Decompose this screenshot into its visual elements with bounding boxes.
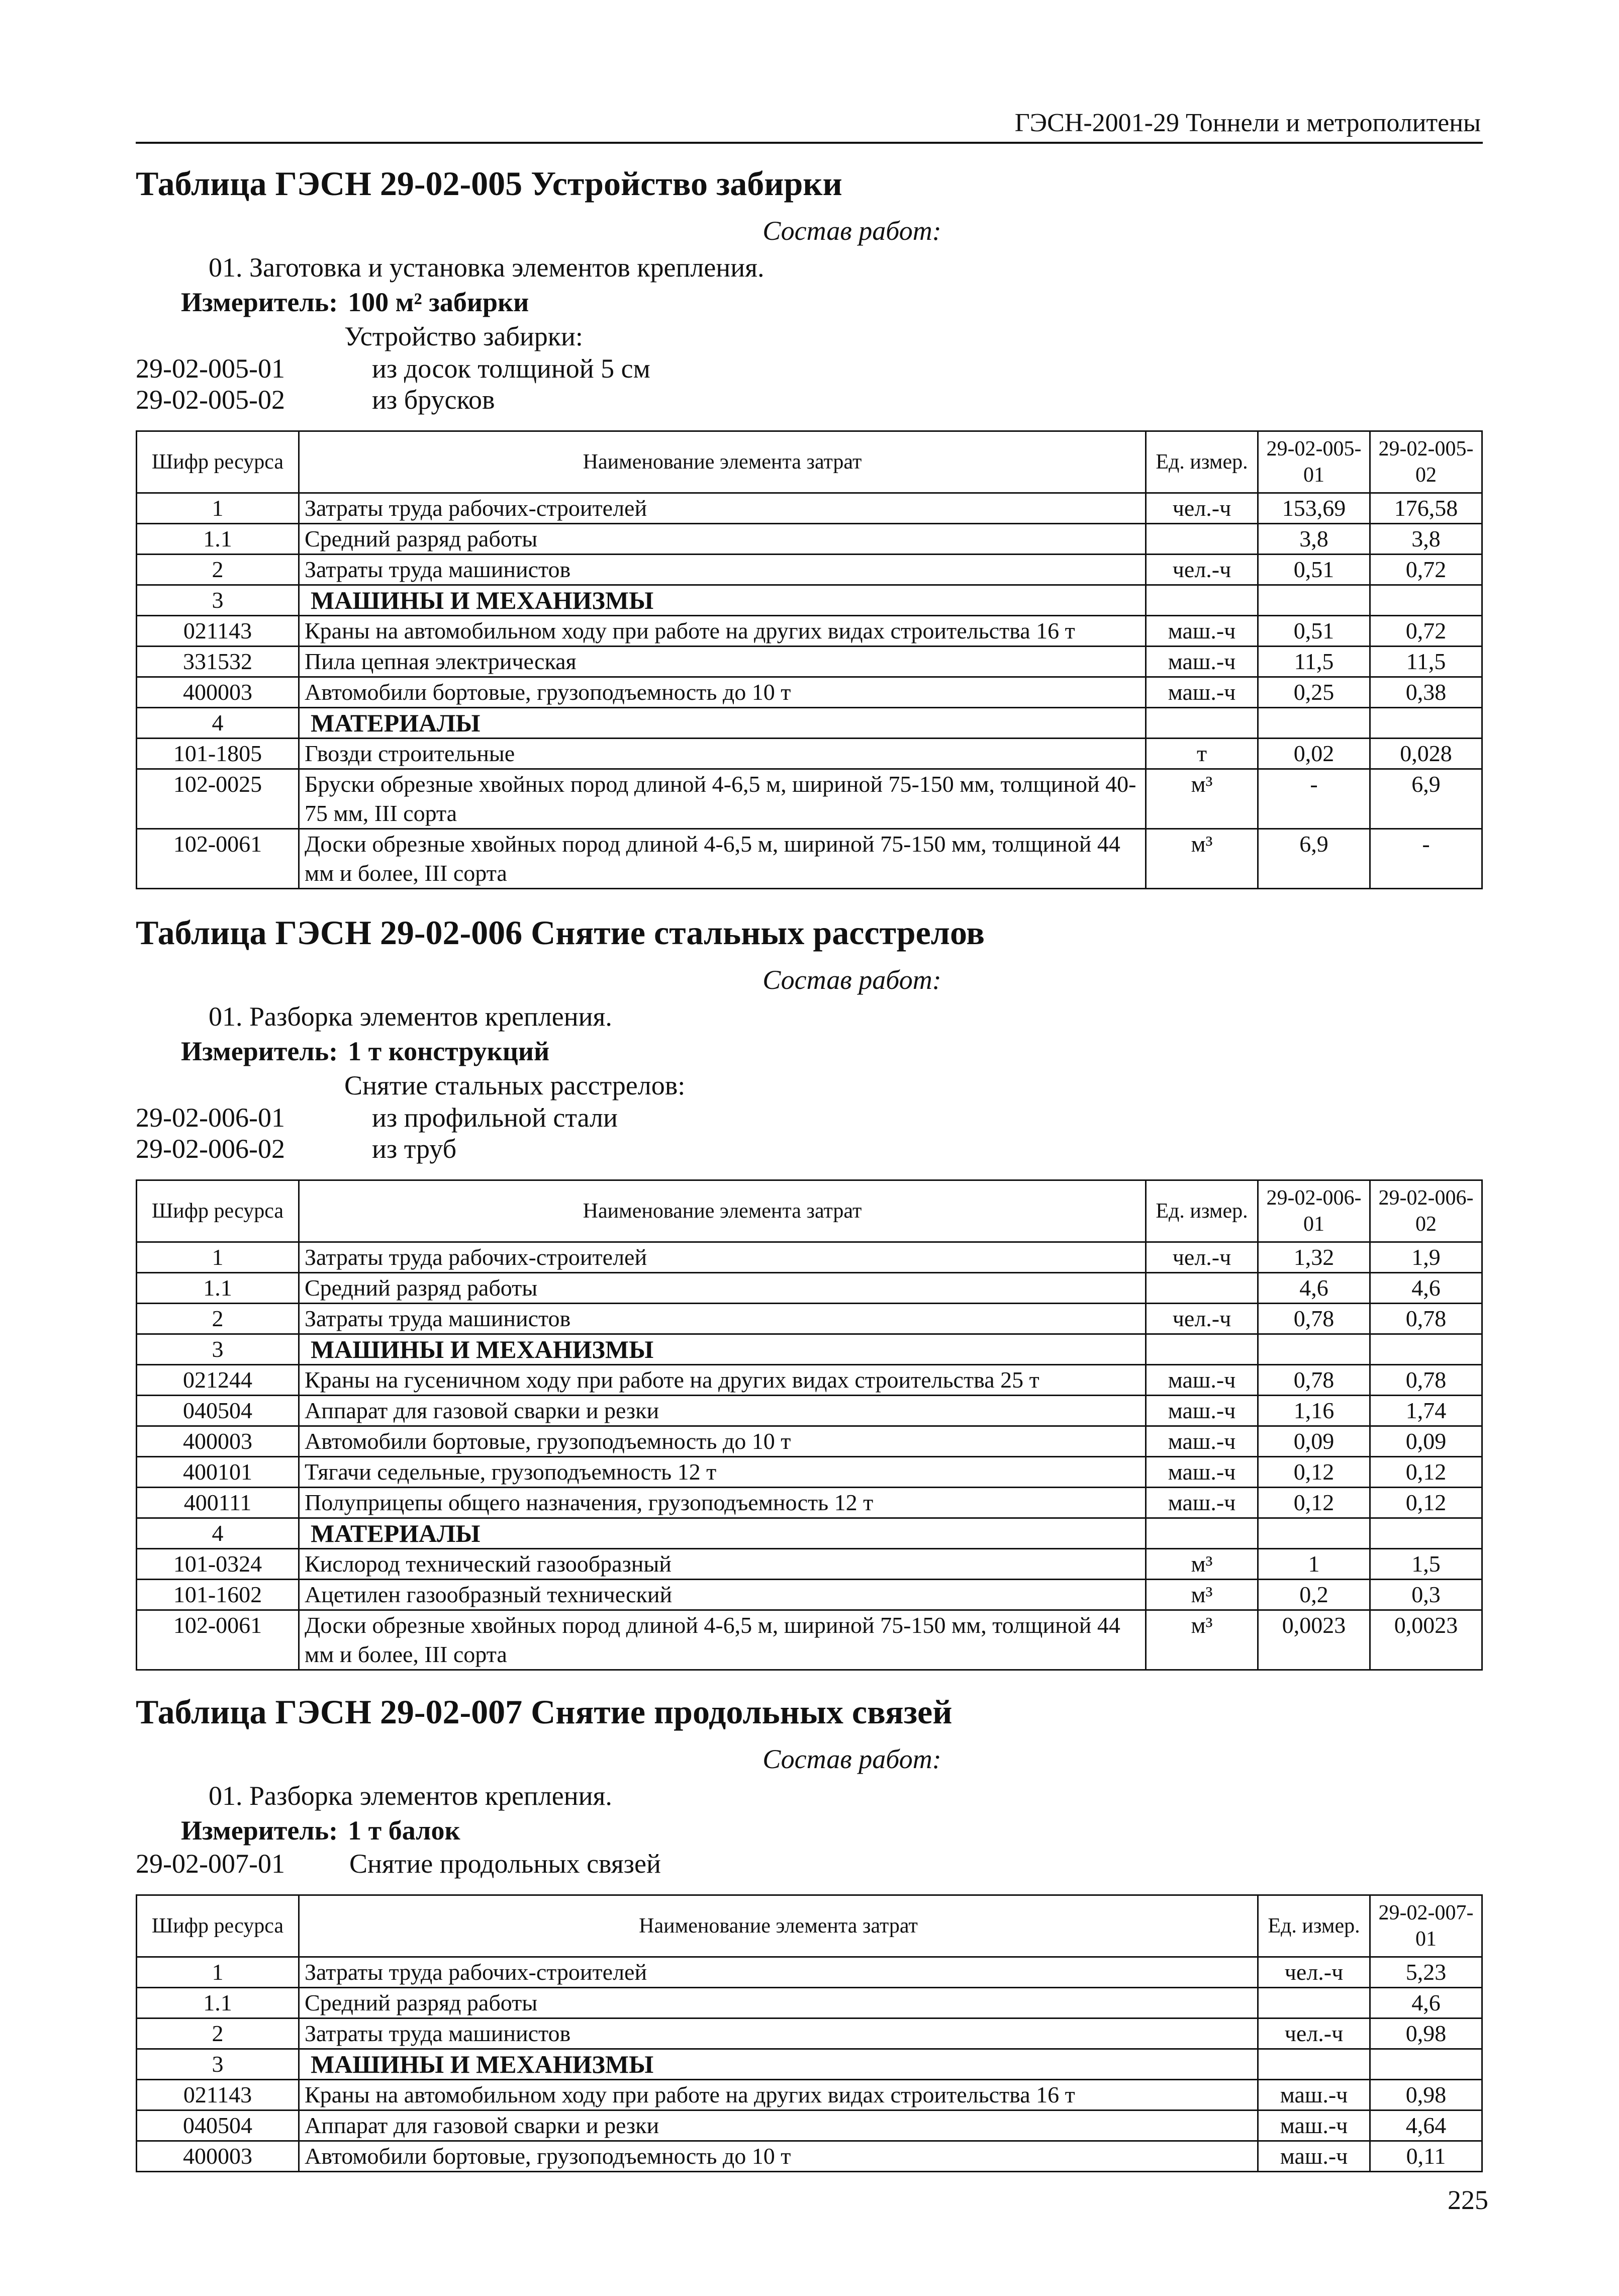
norm-value bbox=[1370, 585, 1482, 616]
cost-element-name: МАТЕРИАЛЫ bbox=[299, 1518, 1146, 1549]
column-header: Ед. измер. bbox=[1146, 431, 1258, 493]
norm-value: 3,8 bbox=[1258, 524, 1370, 555]
unit-of-measure: чел.-ч bbox=[1146, 493, 1258, 524]
table-group-row bbox=[137, 2049, 1482, 2080]
cost-element-name: Автомобили бортовые, грузоподъемность до 10 т bbox=[299, 677, 1146, 708]
table-row bbox=[137, 1426, 1482, 1457]
section-title: Таблица ГЭСН 29-02-007 Снятие продольных связей bbox=[136, 1693, 953, 1731]
unit-of-measure bbox=[1146, 1273, 1258, 1304]
norm-value: 0,3 bbox=[1370, 1580, 1482, 1610]
cost-element-name: Затраты труда рабочих-строителей bbox=[299, 493, 1146, 524]
norm-value: 0,12 bbox=[1258, 1488, 1370, 1518]
table-row bbox=[137, 647, 1482, 677]
composition-label: Состав работ: bbox=[763, 1744, 941, 1774]
cost-element-name: Затраты труда рабочих-строителей bbox=[299, 1957, 1258, 1988]
table-row bbox=[137, 829, 1482, 889]
table-row bbox=[137, 1488, 1482, 1518]
cost-element-name: Средний разряд работы bbox=[299, 524, 1146, 555]
unit-of-measure: маш.-ч bbox=[1146, 677, 1258, 708]
variant-desc: из профильной стали bbox=[372, 1103, 618, 1133]
cost-element-name: Аппарат для газовой сварки и резки bbox=[299, 2110, 1258, 2141]
norm-value: 1,5 bbox=[1370, 1549, 1482, 1580]
unit-of-measure: маш.-ч bbox=[1146, 616, 1258, 647]
unit-of-measure bbox=[1146, 1518, 1258, 1549]
norm-value: 0,72 bbox=[1370, 555, 1482, 585]
column-header: Шифр ресурса bbox=[137, 1895, 299, 1957]
unit-of-measure bbox=[1258, 2049, 1370, 2080]
unit-of-measure: маш.-ч bbox=[1146, 1457, 1258, 1488]
norm-value: 0,78 bbox=[1258, 1304, 1370, 1334]
unit-of-measure: м³ bbox=[1146, 829, 1258, 889]
section-title: Таблица ГЭСН 29-02-005 Устройство забирки bbox=[136, 164, 842, 203]
unit-of-measure: чел.-ч bbox=[1146, 1242, 1258, 1273]
cost-element-name: Средний разряд работы bbox=[299, 1988, 1258, 2018]
table-row bbox=[137, 1957, 1482, 1988]
norm-value: 1,16 bbox=[1258, 1396, 1370, 1426]
norm-value: 153,69 bbox=[1258, 493, 1370, 524]
table-row bbox=[137, 1457, 1482, 1488]
cost-element-name: Затраты труда рабочих-строителей bbox=[299, 1242, 1146, 1273]
table-row bbox=[137, 616, 1482, 647]
work-item: 01. Разборка элементов крепления. bbox=[209, 1001, 612, 1032]
table-group-row bbox=[137, 1334, 1482, 1365]
variant-desc: из труб bbox=[372, 1134, 457, 1164]
norm-value bbox=[1370, 708, 1482, 739]
resource-code: 4 bbox=[137, 1518, 299, 1549]
header-rule bbox=[136, 142, 1483, 144]
unit-of-measure: чел.-ч bbox=[1258, 2018, 1370, 2049]
norm-value: 1 bbox=[1258, 1549, 1370, 1580]
composition-label: Состав работ: bbox=[763, 965, 941, 995]
cost-element-name: Краны на автомобильном ходу при работе на других видах строительства 16 т bbox=[299, 616, 1146, 647]
norm-value: 0,12 bbox=[1258, 1457, 1370, 1488]
meter-line bbox=[136, 1813, 1488, 1848]
resource-code: 101-1805 bbox=[137, 739, 299, 769]
norm-value bbox=[1258, 1518, 1370, 1549]
norm-value: 6,9 bbox=[1258, 829, 1370, 889]
norm-value: 11,5 bbox=[1370, 647, 1482, 677]
unit-of-measure: м³ bbox=[1146, 1549, 1258, 1580]
column-header: Шифр ресурса bbox=[137, 431, 299, 493]
table-row bbox=[137, 2080, 1482, 2110]
resource-code: 400003 bbox=[137, 1426, 299, 1457]
norm-value: 0,78 bbox=[1370, 1365, 1482, 1396]
unit-of-measure: м³ bbox=[1146, 1580, 1258, 1610]
table-row bbox=[137, 2141, 1482, 2172]
norm-value bbox=[1370, 2049, 1482, 2080]
norm-value: 176,58 bbox=[1370, 493, 1482, 524]
column-header: Наименование элемента затрат bbox=[299, 1895, 1258, 1957]
cost-element-name: Краны на автомобильном ходу при работе на других видах строительства 16 т bbox=[299, 2080, 1258, 2110]
table-row bbox=[137, 769, 1482, 829]
column-header: Ед. измер. bbox=[1258, 1895, 1370, 1957]
cost-element-name: Тягачи седельные, грузоподъемность 12 т bbox=[299, 1457, 1146, 1488]
resource-code: 2 bbox=[137, 2018, 299, 2049]
norm-value: 6,9 bbox=[1370, 769, 1482, 829]
column-header: 29-02-007-01 bbox=[1370, 1895, 1482, 1957]
work-item: 01. Заготовка и установка элементов крепления. bbox=[209, 252, 765, 283]
variant-desc: Снятие продольных связей bbox=[349, 1849, 661, 1879]
resource-code: 400111 bbox=[137, 1488, 299, 1518]
resource-code: 4 bbox=[137, 708, 299, 739]
variant-code: 29-02-006-02 bbox=[136, 1134, 285, 1164]
variant-code: 29-02-005-01 bbox=[136, 353, 285, 384]
variant-row bbox=[136, 1848, 1488, 1879]
resource-code: 1.1 bbox=[137, 524, 299, 555]
resource-code: 102-0025 bbox=[137, 769, 299, 829]
norm-value: 0,09 bbox=[1258, 1426, 1370, 1457]
section-29-02-007 bbox=[136, 1684, 1488, 2172]
norm-value: 3,8 bbox=[1370, 524, 1482, 555]
column-header: Наименование элемента затрат bbox=[299, 1180, 1146, 1242]
cost-element-name: Полуприцепы общего назначения, грузоподъемность 12 т bbox=[299, 1488, 1146, 1518]
column-header: 29-02-006-01 bbox=[1258, 1180, 1370, 1242]
table-row bbox=[137, 677, 1482, 708]
unit-of-measure bbox=[1146, 585, 1258, 616]
cost-element-name: Краны на гусеничном ходу при работе на других видах строительства 25 т bbox=[299, 1365, 1146, 1396]
resource-code: 1 bbox=[137, 1957, 299, 1988]
norm-value: 4,6 bbox=[1370, 1273, 1482, 1304]
norm-value: 0,12 bbox=[1370, 1488, 1482, 1518]
resource-code: 101-1602 bbox=[137, 1580, 299, 1610]
norm-value: 1,9 bbox=[1370, 1242, 1482, 1273]
unit-of-measure bbox=[1146, 524, 1258, 555]
table-row bbox=[137, 1242, 1482, 1273]
cost-element-name: Средний разряд работы bbox=[299, 1273, 1146, 1304]
resource-code: 102-0061 bbox=[137, 829, 299, 889]
cost-element-name: МАШИНЫ И МЕХАНИЗМЫ bbox=[299, 585, 1146, 616]
resource-code: 1.1 bbox=[137, 1273, 299, 1304]
cost-element-name: Бруски обрезные хвойных пород длиной 4-6,5 м, шириной 75-150 мм, толщиной 40-75 мм, III сорта bbox=[299, 769, 1146, 829]
variant-row bbox=[136, 384, 1488, 415]
variant-code: 29-02-006-01 bbox=[136, 1103, 285, 1133]
cost-element-name: Автомобили бортовые, грузоподъемность до 10 т bbox=[299, 2141, 1258, 2172]
table-row bbox=[137, 1549, 1482, 1580]
resource-code: 040504 bbox=[137, 2110, 299, 2141]
column-header: 29-02-006-02 bbox=[1370, 1180, 1482, 1242]
table-row bbox=[137, 1988, 1482, 2018]
composition-label: Состав работ: bbox=[763, 216, 941, 246]
cost-element-name: Автомобили бортовые, грузоподъемность до 10 т bbox=[299, 1426, 1146, 1457]
norm-value bbox=[1370, 1518, 1482, 1549]
resource-code: 021143 bbox=[137, 2080, 299, 2110]
table-group-row bbox=[137, 1518, 1482, 1549]
resource-code: 101-0324 bbox=[137, 1549, 299, 1580]
cost-element-name: Затраты труда машинистов bbox=[299, 2018, 1258, 2049]
cost-element-name: Ацетилен газообразный технический bbox=[299, 1580, 1146, 1610]
table-row bbox=[137, 524, 1482, 555]
column-header: 29-02-005-01 bbox=[1258, 431, 1370, 493]
cost-element-name: Кислород технический газообразный bbox=[299, 1549, 1146, 1580]
norm-value: 0,38 bbox=[1370, 677, 1482, 708]
unit-of-measure: маш.-ч bbox=[1146, 1365, 1258, 1396]
table-header-row bbox=[137, 431, 1482, 493]
norm-value: 0,12 bbox=[1370, 1457, 1482, 1488]
variant-code: 29-02-005-02 bbox=[136, 385, 285, 415]
column-header: Ед. измер. bbox=[1146, 1180, 1258, 1242]
cost-element-name: Пила цепная электрическая bbox=[299, 647, 1146, 677]
meter-line bbox=[136, 285, 1488, 320]
unit-of-measure: маш.-ч bbox=[1258, 2141, 1370, 2172]
norm-value: 0,98 bbox=[1370, 2080, 1482, 2110]
unit-of-measure: чел.-ч bbox=[1146, 555, 1258, 585]
variant-desc: из брусков bbox=[372, 385, 495, 415]
cost-element-name: Затраты труда машинистов bbox=[299, 1304, 1146, 1334]
unit-of-measure: маш.-ч bbox=[1146, 1396, 1258, 1426]
norm-value: 0,11 bbox=[1370, 2141, 1482, 2172]
table-row bbox=[137, 739, 1482, 769]
cost-element-name: МАШИНЫ И МЕХАНИЗМЫ bbox=[299, 2049, 1258, 2080]
resource-code: 1 bbox=[137, 1242, 299, 1273]
unit-of-measure: маш.-ч bbox=[1146, 1426, 1258, 1457]
norm-value bbox=[1258, 585, 1370, 616]
resource-code: 3 bbox=[137, 2049, 299, 2080]
norm-value: 0,72 bbox=[1370, 616, 1482, 647]
norm-value: 0,09 bbox=[1370, 1426, 1482, 1457]
norm-value: 0,0023 bbox=[1258, 1610, 1370, 1670]
resource-code: 3 bbox=[137, 1334, 299, 1365]
norm-value: 1,32 bbox=[1258, 1242, 1370, 1273]
unit-of-measure: маш.-ч bbox=[1146, 1488, 1258, 1518]
unit-of-measure: маш.-ч bbox=[1258, 2110, 1370, 2141]
table-row bbox=[137, 1580, 1482, 1610]
running-head: ГЭСН-2001-29 Тоннели и метрополитены bbox=[1014, 109, 1481, 137]
column-header: Наименование элемента затрат bbox=[299, 431, 1146, 493]
table-row bbox=[137, 493, 1482, 524]
norm-value: 0,51 bbox=[1258, 616, 1370, 647]
norm-value: 5,23 bbox=[1370, 1957, 1482, 1988]
table-group-row bbox=[137, 708, 1482, 739]
variant-row bbox=[136, 1133, 1488, 1164]
norm-value: 0,028 bbox=[1370, 739, 1482, 769]
meter-label: Измеритель: bbox=[181, 1815, 338, 1846]
norm-value: - bbox=[1370, 829, 1482, 889]
cost-element-name: МАШИНЫ И МЕХАНИЗМЫ bbox=[299, 1334, 1146, 1365]
cost-element-name: Гвозди строительные bbox=[299, 739, 1146, 769]
meter-label: Измеритель: bbox=[181, 287, 338, 317]
resource-code: 040504 bbox=[137, 1396, 299, 1426]
cost-element-name: Доски обрезные хвойных пород длиной 4-6,5 м, шириной 75-150 мм, толщиной 44 мм и более, III сорта bbox=[299, 829, 1146, 889]
meter-value: 100 м² забирки bbox=[348, 287, 529, 317]
cost-table bbox=[136, 430, 1483, 889]
meter-value: 1 т конструкций bbox=[348, 1036, 550, 1066]
section-29-02-005 bbox=[136, 156, 1488, 889]
norm-value: - bbox=[1258, 769, 1370, 829]
variant-desc: из досок толщиной 5 см bbox=[372, 353, 650, 384]
norm-value bbox=[1258, 708, 1370, 739]
column-header: 29-02-005-02 bbox=[1370, 431, 1482, 493]
variants-subheading: Устройство забирки: bbox=[344, 321, 583, 351]
resource-code: 400101 bbox=[137, 1457, 299, 1488]
norm-value: 0,78 bbox=[1258, 1365, 1370, 1396]
norm-value: 0,2 bbox=[1258, 1580, 1370, 1610]
norm-value: 0,25 bbox=[1258, 677, 1370, 708]
cost-element-name: Затраты труда машинистов bbox=[299, 555, 1146, 585]
unit-of-measure: т bbox=[1146, 739, 1258, 769]
section-29-02-006 bbox=[136, 905, 1488, 1671]
table-row bbox=[137, 1365, 1482, 1396]
unit-of-measure bbox=[1146, 708, 1258, 739]
column-header: Шифр ресурса bbox=[137, 1180, 299, 1242]
variant-row bbox=[136, 1102, 1488, 1133]
meter-label: Измеритель: bbox=[181, 1036, 338, 1066]
cost-element-name: Доски обрезные хвойных пород длиной 4-6,5 м, шириной 75-150 мм, толщиной 44 мм и более, III сорта bbox=[299, 1610, 1146, 1670]
resource-code: 1 bbox=[137, 493, 299, 524]
resource-code: 3 bbox=[137, 585, 299, 616]
resource-code: 331532 bbox=[137, 647, 299, 677]
unit-of-measure: маш.-ч bbox=[1258, 2080, 1370, 2110]
table-row bbox=[137, 1396, 1482, 1426]
norm-value: 4,64 bbox=[1370, 2110, 1482, 2141]
meter-value: 1 т балок bbox=[348, 1815, 460, 1846]
table-row bbox=[137, 1610, 1482, 1670]
norm-value: 0,51 bbox=[1258, 555, 1370, 585]
table-row bbox=[137, 1273, 1482, 1304]
resource-code: 1.1 bbox=[137, 1988, 299, 2018]
cost-table bbox=[136, 1894, 1483, 2172]
unit-of-measure: чел.-ч bbox=[1258, 1957, 1370, 1988]
norm-value: 0,0023 bbox=[1370, 1610, 1482, 1670]
norm-value: 4,6 bbox=[1370, 1988, 1482, 2018]
resource-code: 021244 bbox=[137, 1365, 299, 1396]
cost-table bbox=[136, 1179, 1483, 1671]
cost-element-name: Аппарат для газовой сварки и резки bbox=[299, 1396, 1146, 1426]
unit-of-measure: м³ bbox=[1146, 1610, 1258, 1670]
table-header-row bbox=[137, 1180, 1482, 1242]
resource-code: 102-0061 bbox=[137, 1610, 299, 1670]
table-group-row bbox=[137, 585, 1482, 616]
resource-code: 2 bbox=[137, 1304, 299, 1334]
page-number: 225 bbox=[1448, 2185, 1488, 2215]
unit-of-measure: маш.-ч bbox=[1146, 647, 1258, 677]
variant-code: 29-02-007-01 bbox=[136, 1849, 285, 1879]
unit-of-measure: чел.-ч bbox=[1146, 1304, 1258, 1334]
meter-line bbox=[136, 1034, 1488, 1069]
cost-element-name: МАТЕРИАЛЫ bbox=[299, 708, 1146, 739]
unit-of-measure bbox=[1146, 1334, 1258, 1365]
resource-code: 400003 bbox=[137, 2141, 299, 2172]
norm-value: 0,98 bbox=[1370, 2018, 1482, 2049]
unit-of-measure bbox=[1258, 1988, 1370, 2018]
norm-value bbox=[1258, 1334, 1370, 1365]
table-row bbox=[137, 555, 1482, 585]
variants-subheading: Снятие стальных расстрелов: bbox=[344, 1070, 686, 1100]
table-header-row bbox=[137, 1895, 1482, 1957]
norm-value bbox=[1370, 1334, 1482, 1365]
section-title: Таблица ГЭСН 29-02-006 Снятие стальных расстрелов bbox=[136, 913, 985, 952]
resource-code: 021143 bbox=[137, 616, 299, 647]
variant-row bbox=[136, 353, 1488, 384]
resource-code: 2 bbox=[137, 555, 299, 585]
norm-value: 1,74 bbox=[1370, 1396, 1482, 1426]
norm-value: 0,78 bbox=[1370, 1304, 1482, 1334]
norm-value: 11,5 bbox=[1258, 647, 1370, 677]
work-item: 01. Разборка элементов крепления. bbox=[209, 1781, 612, 1811]
norm-value: 0,02 bbox=[1258, 739, 1370, 769]
norm-value: 4,6 bbox=[1258, 1273, 1370, 1304]
table-row bbox=[137, 2018, 1482, 2049]
table-row bbox=[137, 2110, 1482, 2141]
table-row bbox=[137, 1304, 1482, 1334]
unit-of-measure: м³ bbox=[1146, 769, 1258, 829]
resource-code: 400003 bbox=[137, 677, 299, 708]
